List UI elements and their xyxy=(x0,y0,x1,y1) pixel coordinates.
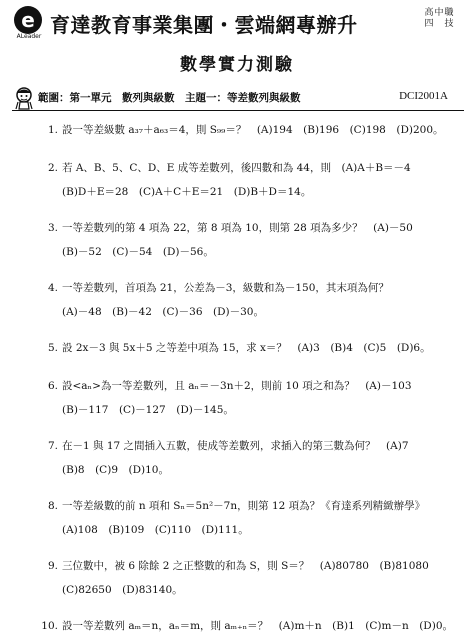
question-item xyxy=(0,156,474,204)
question-text: 一等差數列，首項為 21，公差為－3，級數和為－150，其末項為何？ xyxy=(62,282,389,294)
question-text: 一等差數列的第 4 項為 22，第 8 項為 10，則第 28 項為多少？ (A)－50 xyxy=(62,222,413,234)
tag-char: 四 xyxy=(424,19,434,29)
question-item xyxy=(0,554,474,602)
exam-code: DCI2001A xyxy=(399,90,448,102)
question-number: 2. xyxy=(47,162,58,174)
question-number: 9. xyxy=(47,560,58,572)
question-item xyxy=(0,374,474,422)
question-text: 若 A、B、5、C、D、E 成等差數列，後四數和為 44，則 (A)A＋B＝－4 xyxy=(62,162,411,174)
question-text: 設<aₙ>為一等差數列，且 aₙ＝－3n＋2，則前 10 項之和為？ (A)－103 xyxy=(62,380,412,392)
question-text: 三位數中，被 6 除餘 2 之正整數的和為 S，則 S＝？ (A)80780 (B)81080 xyxy=(62,560,429,572)
question-number: 5. xyxy=(47,342,58,354)
question-item xyxy=(0,336,474,360)
question-text: 設一等差級數 a₃₇＋a₆₃＝4，則 S₉₉＝？ (A)194 (B)196 (C)198 (D)200。 xyxy=(62,124,444,136)
question-text: 一等差級數的前 n 項和 Sₙ＝5n²－7n，則第 12 項為？《育達系列精緻辦學》 xyxy=(62,500,426,512)
question-item xyxy=(0,614,474,638)
tag-char: 高 xyxy=(424,8,434,18)
question-number: 8. xyxy=(47,500,58,512)
logo-subtext: ALeader xyxy=(16,33,42,40)
divider xyxy=(12,110,464,111)
question-number: 6. xyxy=(47,380,58,392)
question-text: 設 2x－3 與 5x＋5 之等差中項為 15，求 x＝？ (A)3 (B)4 (C)5 (D)6。 xyxy=(62,342,431,354)
header xyxy=(12,6,464,40)
question-list xyxy=(0,118,474,638)
question-options: (A)－48 (B)－42 (C)－36 (D)－30。 xyxy=(62,306,264,318)
question-item xyxy=(0,118,474,142)
question-options: (B)8 (C)9 (D)10。 xyxy=(62,464,169,476)
tag-char: 中 xyxy=(434,8,444,18)
question-options: (C)82650 (D)83140。 xyxy=(62,584,183,596)
question-number: 10. xyxy=(41,620,58,632)
question-item xyxy=(0,494,474,542)
logo xyxy=(12,6,46,40)
question-options: (B)－117 (C)－127 (D)－145。 xyxy=(62,404,234,416)
tag-char: 職 xyxy=(444,8,454,18)
question-number: 3. xyxy=(47,222,58,234)
tag-char: 技 xyxy=(444,19,454,29)
level-tag xyxy=(424,8,456,30)
question-item xyxy=(0,216,474,264)
question-item xyxy=(0,276,474,324)
scope-text: 範圍：第一單元 數列與級數 主題一：等差數列與級數 xyxy=(38,92,301,104)
scope-row xyxy=(12,86,464,110)
question-options: (A)108 (B)109 (C)110 (D)111。 xyxy=(62,524,249,536)
question-text: 設一等差數列 aₘ＝n，aₙ＝m，則 aₘ₊ₙ＝？ (A)m＋n (B)1 (C)m－n (D)0。 xyxy=(62,620,454,632)
page-title: 數學實力測驗 xyxy=(180,55,294,75)
question-text: 在－1 與 17 之間插入五數，使成等差數列，求插入的第三數為何？ (A)7 xyxy=(62,440,409,452)
question-number: 7. xyxy=(47,440,58,452)
question-number: 1. xyxy=(47,124,58,136)
question-options: (B)D＋E＝28 (C)A＋C＋E＝21 (D)B＋D＝14。 xyxy=(62,186,312,198)
question-number: 4. xyxy=(47,282,58,294)
logo-e-icon: e xyxy=(14,6,42,34)
question-options: (B)－52 (C)－54 (D)－56。 xyxy=(62,246,214,258)
question-item xyxy=(0,434,474,482)
brand-name: 育達教育事業集團・雲端網專辦升 xyxy=(50,13,358,37)
mascot-icon xyxy=(12,86,36,110)
